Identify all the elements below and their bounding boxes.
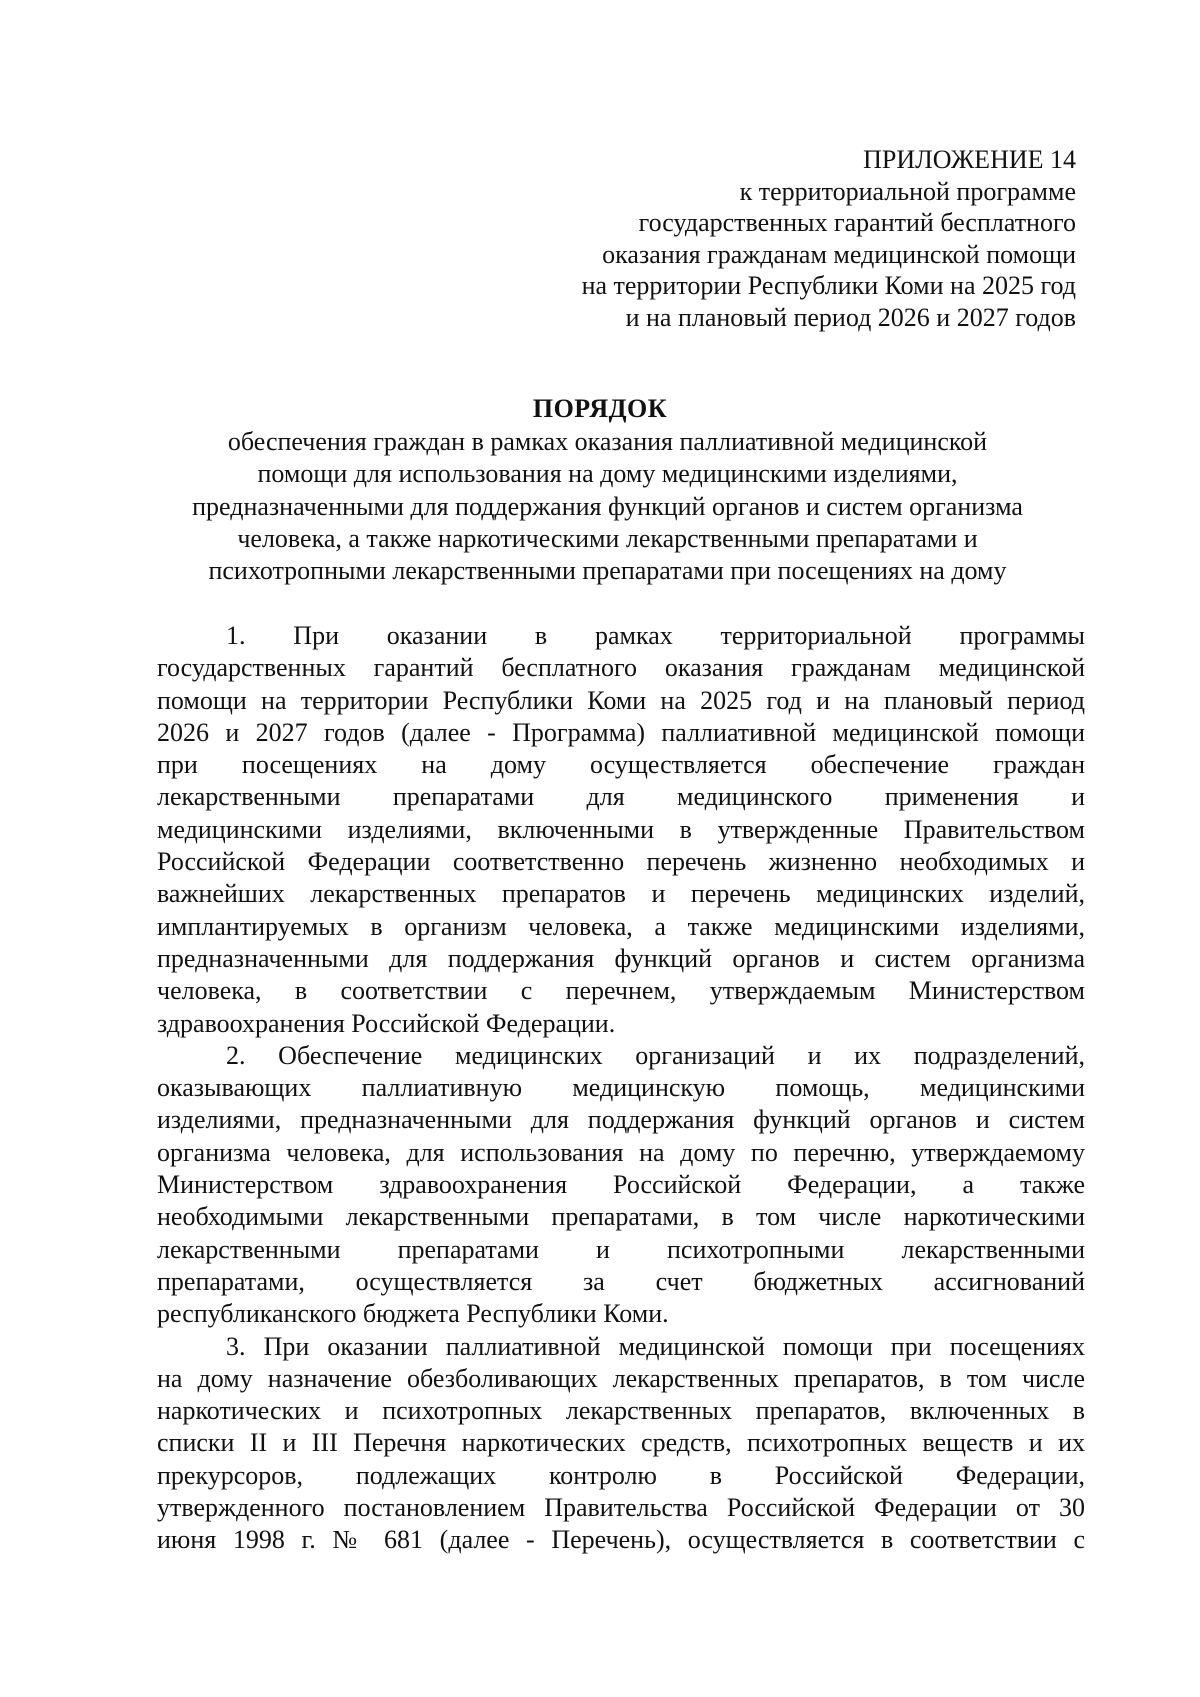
document-body: [157, 620, 1085, 1557]
appendix-line: оказания гражданам медицинской помощи: [602, 239, 1076, 269]
document-title: ПОРЯДОК: [532, 394, 668, 423]
paragraph-line: 1. При оказании в рамках территориальной программы: [226, 621, 1085, 650]
paragraph-line: имплантируемых в организм человека, а также медицинскими изделиями,: [157, 911, 1085, 941]
paragraph-line: на дому назначение обезболивающих лекарственных препаратов, в том числе: [157, 1363, 1085, 1393]
subtitle-line: обеспечения граждан в рамках оказания паллиативной медицинской: [227, 427, 988, 456]
paragraph-1: [157, 620, 1085, 1040]
paragraph-line: Российской Федерации соответственно перечень жизненно необходимых и: [157, 847, 1085, 877]
paragraph-line: прекурсоров, подлежащих контролю в Российской Федерации,: [157, 1460, 1085, 1490]
paragraph-line: предназначенными для поддержания функций органов и систем организма: [157, 943, 1085, 973]
paragraph-line: государственных гарантий бесплатного оказания гражданам медицинской: [157, 653, 1085, 683]
paragraph-line: 3. При оказании паллиативной медицинской помощи при посещениях: [226, 1331, 1085, 1361]
paragraph-line: 2026 и 2027 годов (далее - Программа) паллиативной медицинской помощи: [157, 717, 1085, 747]
subtitle-line: психотропными лекарственными препаратами при посещениях на дому: [208, 556, 1007, 586]
appendix-line: на территории Республики Коми на 2025 год: [581, 271, 1076, 301]
paragraph-line: здравоохранения Российской Федерации.: [157, 1008, 616, 1038]
appendix-line: государственных гарантий бесплатного: [638, 208, 1076, 238]
subtitle-line: помощи для использования на дому медицинскими изделиями,: [257, 459, 958, 489]
paragraph-line: при посещениях на дому осуществляется обеспечение граждан: [157, 750, 1085, 780]
paragraph-line: медицинскими изделиями, включенными в утвержденные Правительством: [157, 814, 1085, 844]
paragraph-line: препаратами, осуществляется за счет бюджетных ассигнований: [157, 1266, 1085, 1296]
paragraph-line: оказывающих паллиативную медицинскую помощь, медицинскими: [157, 1073, 1085, 1103]
paragraph-line: лекарственными препаратами и психотропными лекарственными: [157, 1234, 1085, 1264]
appendix-header: [476, 144, 1076, 334]
paragraph-line: изделиями, предназначенными для поддержания функций органов и систем: [157, 1105, 1085, 1135]
paragraph-line: важнейших лекарственных препаратов и перечень медицинских изделий,: [157, 879, 1085, 909]
paragraph-line: помощи на территории Республики Коми на 2025 год и на плановый период: [157, 685, 1085, 715]
paragraph-2: [157, 1040, 1085, 1331]
subtitle-line: предназначенными для поддержания функций органов и систем организма: [192, 491, 1023, 521]
document-subtitle: [150, 426, 1065, 587]
paragraph-line: утвержденного постановлением Правительства Российской Федерации от 30: [157, 1493, 1085, 1523]
paragraph-line: 2. Обеспечение медицинских организаций и их подразделений,: [226, 1040, 1085, 1070]
appendix-line: и на плановый период 2026 и 2027 годов: [625, 302, 1076, 332]
paragraph-line: организма человека, для использования на дому по перечню, утверждаемому: [157, 1137, 1085, 1167]
paragraph-line: республиканского бюджета Республики Коми.: [157, 1299, 669, 1329]
appendix-number: ПРИЛОЖЕНИЕ 14: [863, 145, 1076, 174]
paragraph-line: необходимыми лекарственными препаратами, в том числе наркотическими: [157, 1202, 1085, 1232]
subtitle-line: человека, а также наркотическими лекарственными препаратами и: [237, 523, 978, 553]
paragraph-line: июня 1998 г. № 681 (далее - Перечень), осуществляется в соответствии с: [157, 1525, 1085, 1555]
paragraph-line: Министерством здравоохранения Российской Федерации, а также: [157, 1170, 1085, 1200]
paragraph-line: человека, в соответствии с перечнем, утверждаемым Министерством: [157, 976, 1085, 1006]
paragraph-line: списки II и III Перечня наркотических средств, психотропных веществ и их: [157, 1428, 1085, 1458]
paragraph-line: лекарственными препаратами для медицинского применения и: [157, 782, 1085, 812]
paragraph-line: наркотических и психотропных лекарственных препаратов, включенных в: [157, 1396, 1085, 1426]
paragraph-3: [157, 1331, 1085, 1557]
appendix-line: к территориальной программе: [739, 176, 1076, 206]
